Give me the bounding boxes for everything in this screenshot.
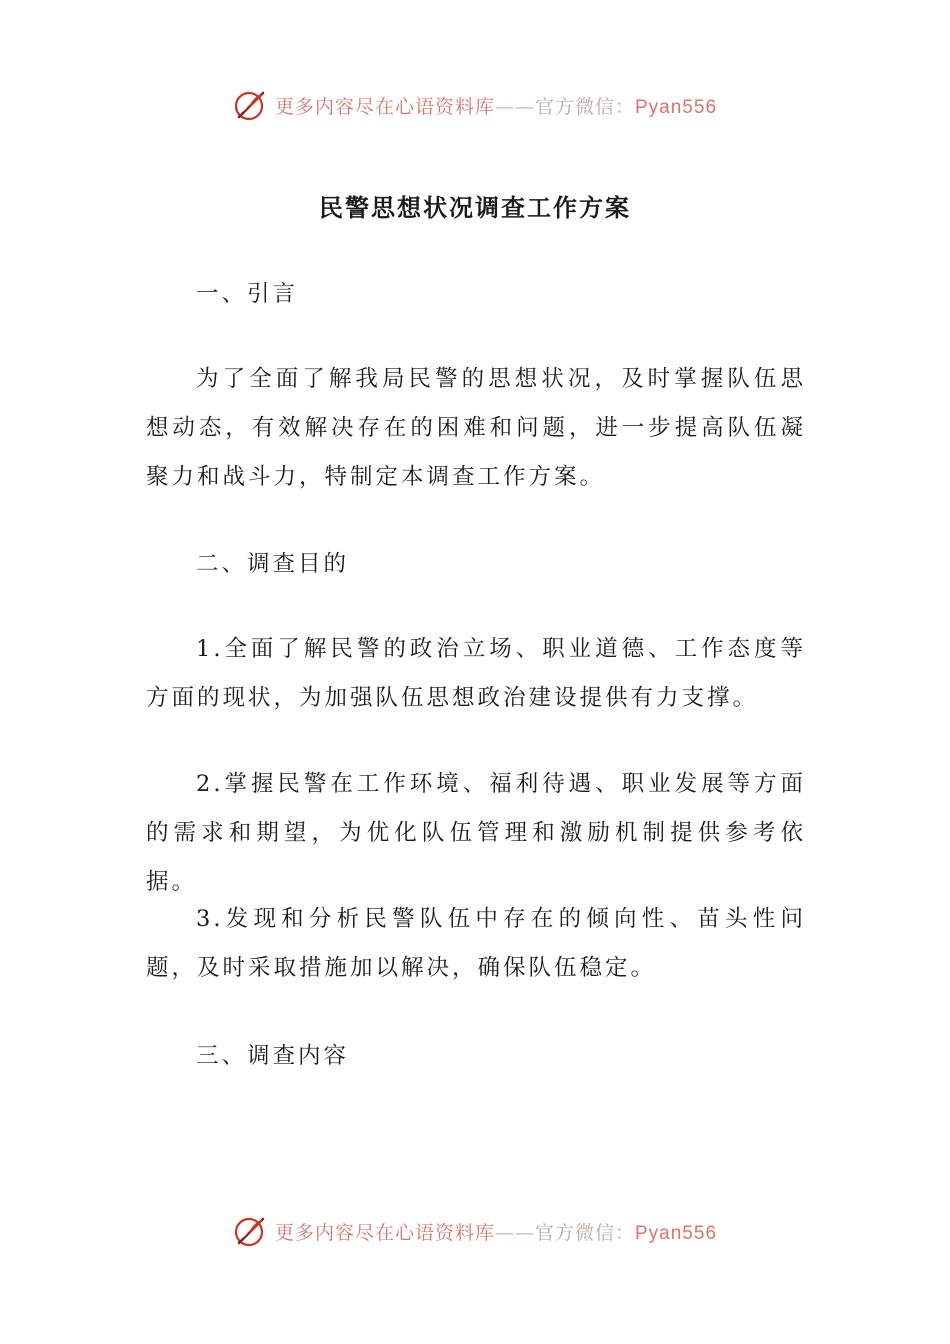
paragraph-purpose-3: 3.发现和分析民警队伍中存在的倾向性、苗头性问题，及时采取措施加以解决，确保队伍稳定。: [146, 906, 806, 981]
section-heading-content: 三、调查内容: [196, 1043, 350, 1069]
paragraph-intro: 为了全面了解我局民警的思想状况，及时掌握队伍思想动态，有效解决存在的困难和问题，进一步提高队伍凝聚力和战斗力，特制定本调查工作方案。: [146, 366, 806, 490]
watermark-banner-bottom: [0, 1206, 950, 1256]
watermark-tagline: 更多内容尽在心语资料库——官方微信：Pyan556: [274, 1221, 718, 1244]
watermark-tagline: 更多内容尽在心语资料库——官方微信：Pyan556: [274, 95, 718, 118]
section-heading-intro: 一、引言: [196, 281, 299, 307]
section-heading-purpose: 二、调查目的: [196, 551, 350, 577]
paragraph-purpose-1: 1.全面了解民警的政治立场、职业道德、工作态度等方面的现状，为加强队伍思想政治建设提供有力支撑。: [146, 636, 806, 711]
paragraph-purpose-2: 2.掌握民警在工作环境、福利待遇、职业发展等方面的需求和期望，为优化队伍管理和激励机制提供参考依据。: [146, 771, 806, 895]
page-title: 民警思想状况调查工作方案: [319, 194, 631, 222]
watermark-banner-top: [0, 80, 950, 130]
quill-logo-icon: [233, 87, 269, 123]
quill-logo-icon: [233, 1213, 269, 1249]
